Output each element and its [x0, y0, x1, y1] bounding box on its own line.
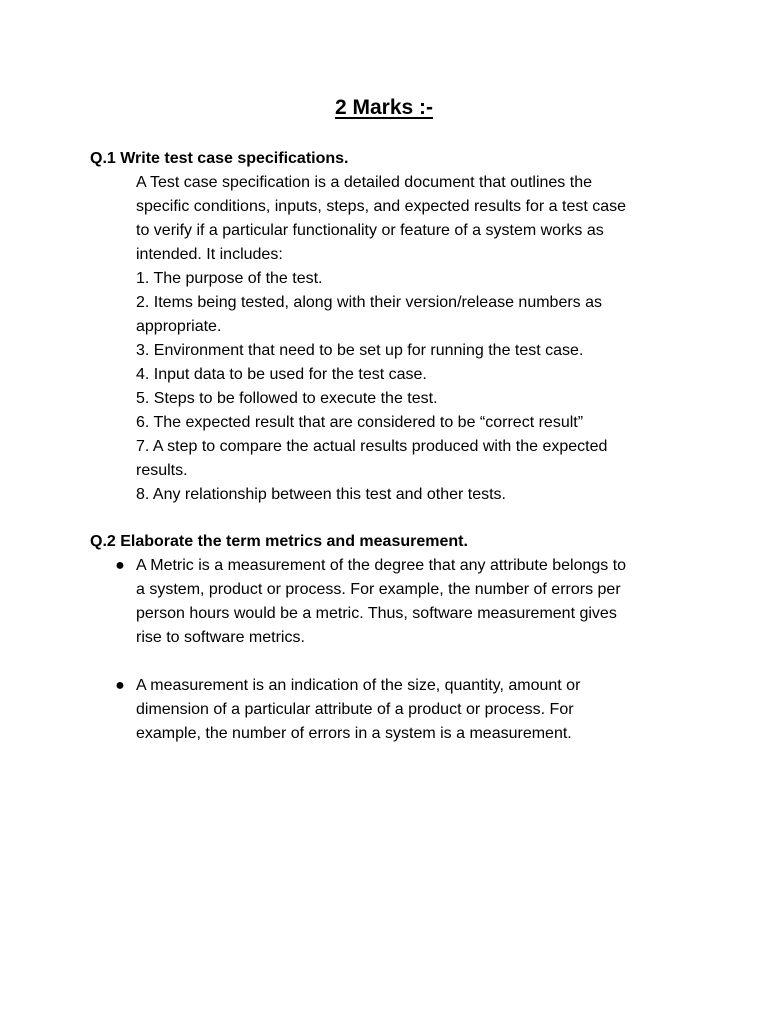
- bullet-icon: ●: [115, 557, 125, 574]
- page-title-text: 2 Marks :-: [334, 96, 434, 119]
- bullet-line: A Metric is a measurement of the degree that any attribute belongs to: [136, 557, 627, 574]
- bullet-line: person hours would be a metric. Thus, software measurement gives: [136, 605, 617, 622]
- question-1-heading: Q.1 Write test case specifications.: [90, 150, 349, 167]
- bullet-line: example, the number of errors in a system is a measurement.: [136, 725, 572, 742]
- bullet-line: a system, product or process. For example, the number of errors per: [136, 581, 621, 598]
- list-item: 4. Input data to be used for the test case.: [136, 366, 427, 383]
- list-item: 7. A step to compare the actual results produced with the expected: [136, 438, 608, 455]
- list-item: 8. Any relationship between this test and other tests.: [136, 486, 506, 503]
- answer-line: intended. It includes:: [136, 246, 283, 263]
- page-title: [0, 94, 768, 122]
- list-item: results.: [136, 462, 188, 479]
- bullet-line: dimension of a particular attribute of a product or process. For: [136, 701, 574, 718]
- bullet-item-metric: [115, 554, 696, 650]
- list-item: appropriate.: [136, 318, 222, 335]
- answer-line: to verify if a particular functionality or feature of a system works as: [136, 222, 604, 239]
- bullet-line: rise to software metrics.: [136, 629, 305, 646]
- question-1-answer: [136, 171, 696, 507]
- answer-line: A Test case specification is a detailed document that outlines the: [136, 174, 592, 191]
- list-item: 6. The expected result that are considered to be “correct result”: [136, 414, 584, 431]
- list-item: 3. Environment that need to be set up for running the test case.: [136, 342, 584, 359]
- list-item: 2. Items being tested, along with their version/release numbers as: [136, 294, 603, 311]
- bullet-item-measurement: [115, 674, 696, 746]
- list-item: 5. Steps to be followed to execute the test.: [136, 390, 438, 407]
- question-2-heading: Q.2 Elaborate the term metrics and measurement.: [90, 533, 468, 550]
- list-item: 1. The purpose of the test.: [136, 270, 323, 287]
- answer-line: specific conditions, inputs, steps, and expected results for a test case: [136, 198, 627, 215]
- bullet-line: A measurement is an indication of the size, quantity, amount or: [136, 677, 581, 694]
- bullet-icon: ●: [115, 677, 125, 694]
